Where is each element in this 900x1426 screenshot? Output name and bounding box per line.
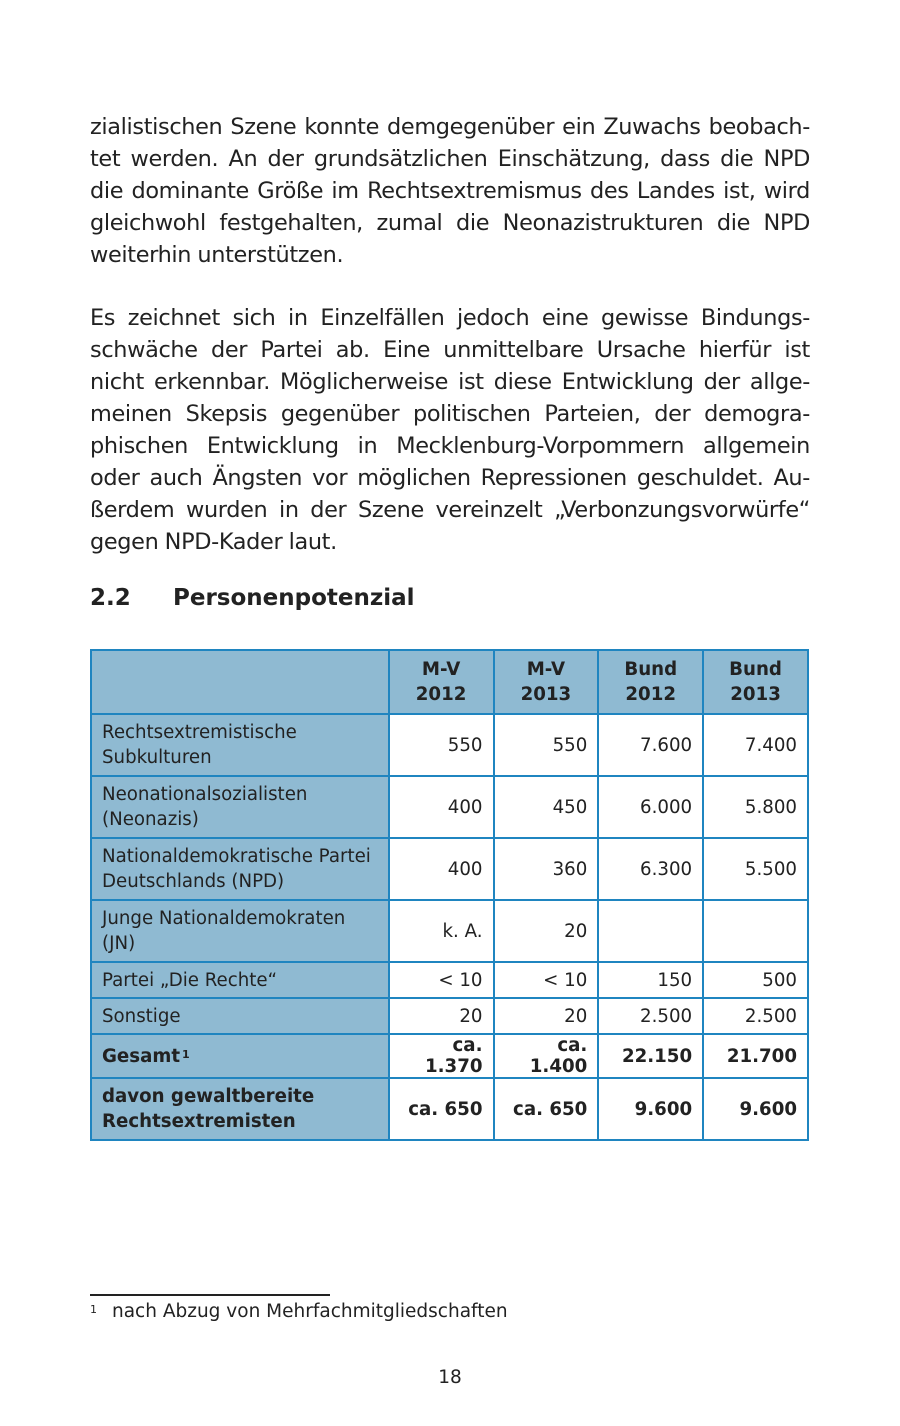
text-line: die dominante Größe im Rechtsextremismus des Landes ist, wird — [90, 178, 810, 204]
value-cell: 400 — [389, 838, 494, 900]
value-cell: < 10 — [494, 962, 599, 998]
text-line: meinen Skepsis gegenüber politischen Parteien, der demogra- — [90, 401, 810, 427]
table-row — [91, 998, 808, 1034]
value-cell: 20 — [494, 998, 599, 1034]
footnote-number: 1 — [90, 1303, 97, 1316]
value-cell: 9.600 — [598, 1078, 703, 1140]
table-row-violent — [91, 1078, 808, 1140]
value-cell: 550 — [494, 714, 599, 776]
value-cell: 2.500 — [703, 998, 808, 1034]
table-row — [91, 838, 808, 900]
row-label: Junge Nationaldemokraten (JN) — [91, 900, 389, 962]
value-cell: < 10 — [389, 962, 494, 998]
value-cell: 21.700 — [703, 1034, 808, 1078]
value-cell: 22.150 — [598, 1034, 703, 1078]
row-label: Gesamt $^1$ — [91, 1034, 389, 1078]
value-cell: 7.400 — [703, 714, 808, 776]
value-cell: ca. 650 — [389, 1078, 494, 1140]
value-cell — [703, 900, 808, 962]
value-cell: 5.500 — [703, 838, 808, 900]
table-row — [91, 900, 808, 962]
footnote — [90, 1301, 508, 1322]
text-line: nicht erkennbar. Möglicherweise ist diese Entwicklung der allge- — [90, 369, 810, 395]
paragraph-1 — [90, 111, 810, 271]
value-cell — [598, 900, 703, 962]
table-header-row — [91, 650, 808, 714]
header-cell: Bund 2012 — [598, 650, 703, 714]
value-cell: ca. 1.400 — [494, 1034, 599, 1078]
value-cell: 360 — [494, 838, 599, 900]
value-cell: ca. 1.370 — [389, 1034, 494, 1078]
row-label: Nationaldemokratische Partei Deutschlands (NPD) — [91, 838, 389, 900]
value-cell: 450 — [494, 776, 599, 838]
value-cell: 9.600 — [703, 1078, 808, 1140]
value-cell: 20 — [389, 998, 494, 1034]
text-line: weiterhin unterstützen. — [90, 242, 344, 268]
value-cell: 550 — [389, 714, 494, 776]
row-label: Rechtsextremistische Subkulturen — [91, 714, 389, 776]
row-label: Neonationalsozialisten (Neonazis) — [91, 776, 389, 838]
row-label: davon gewaltbereite Rechtsextremisten — [91, 1078, 389, 1140]
footnote-text: nach Abzug von Mehrfachmitgliedschaften — [112, 1301, 508, 1322]
text-line: tet werden. An der grundsätzlichen Einschätzung, dass die NPD — [90, 146, 810, 172]
table-row-total — [91, 1034, 808, 1078]
value-cell: 5.800 — [703, 776, 808, 838]
table-row — [91, 714, 808, 776]
footnote-divider — [90, 1294, 330, 1296]
value-cell: 2.500 — [598, 998, 703, 1034]
row-label: Partei „Die Rechte“ — [91, 962, 389, 998]
text-line: ßerdem wurden in der Szene vereinzelt „Verbonzungsvorwürfe“ — [90, 497, 810, 523]
value-cell: ca. 650 — [494, 1078, 599, 1140]
text-line: oder auch Ängsten vor möglichen Repressionen geschuldet. Au- — [90, 465, 810, 491]
value-cell: 500 — [703, 962, 808, 998]
section-title: Personenpotenzial — [173, 585, 415, 611]
text-line: gleichwohl festgehalten, zumal die Neonazistrukturen die NPD — [90, 210, 810, 236]
text-line: Es zeichnet sich in Einzelfällen jedoch eine gewisse Bindungs- — [90, 305, 810, 331]
text-line: schwäche der Partei ab. Eine unmittelbare Ursache hierfür ist — [90, 337, 810, 363]
page-number: 18 — [438, 1367, 462, 1388]
footnote-ref: 1 — [182, 1047, 190, 1061]
paragraph-2 — [90, 302, 810, 558]
value-cell: 6.000 — [598, 776, 703, 838]
text-line: gegen NPD-Kader laut. — [90, 529, 337, 555]
value-cell: 6.300 — [598, 838, 703, 900]
value-cell: 400 — [389, 776, 494, 838]
header-cell: Bund 2013 — [703, 650, 808, 714]
value-cell: 150 — [598, 962, 703, 998]
section-heading — [90, 585, 415, 611]
table-row — [91, 962, 808, 998]
value-cell: k. A. — [389, 900, 494, 962]
header-cell: M-V 2012 — [389, 650, 494, 714]
table-row — [91, 776, 808, 838]
text-line: phischen Entwicklung in Mecklenburg-Vorpommern allgemein — [90, 433, 810, 459]
text-line: zialistischen Szene konnte demgegenüber ein Zuwachs beobach- — [90, 114, 810, 140]
header-cell: M-V 2013 — [494, 650, 599, 714]
header-empty-cell — [91, 650, 389, 714]
section-number: 2.2 — [90, 585, 131, 611]
value-cell: 7.600 — [598, 714, 703, 776]
personenpotenzial-table — [90, 649, 809, 1141]
value-cell: 20 — [494, 900, 599, 962]
row-label: Sonstige — [91, 998, 389, 1034]
